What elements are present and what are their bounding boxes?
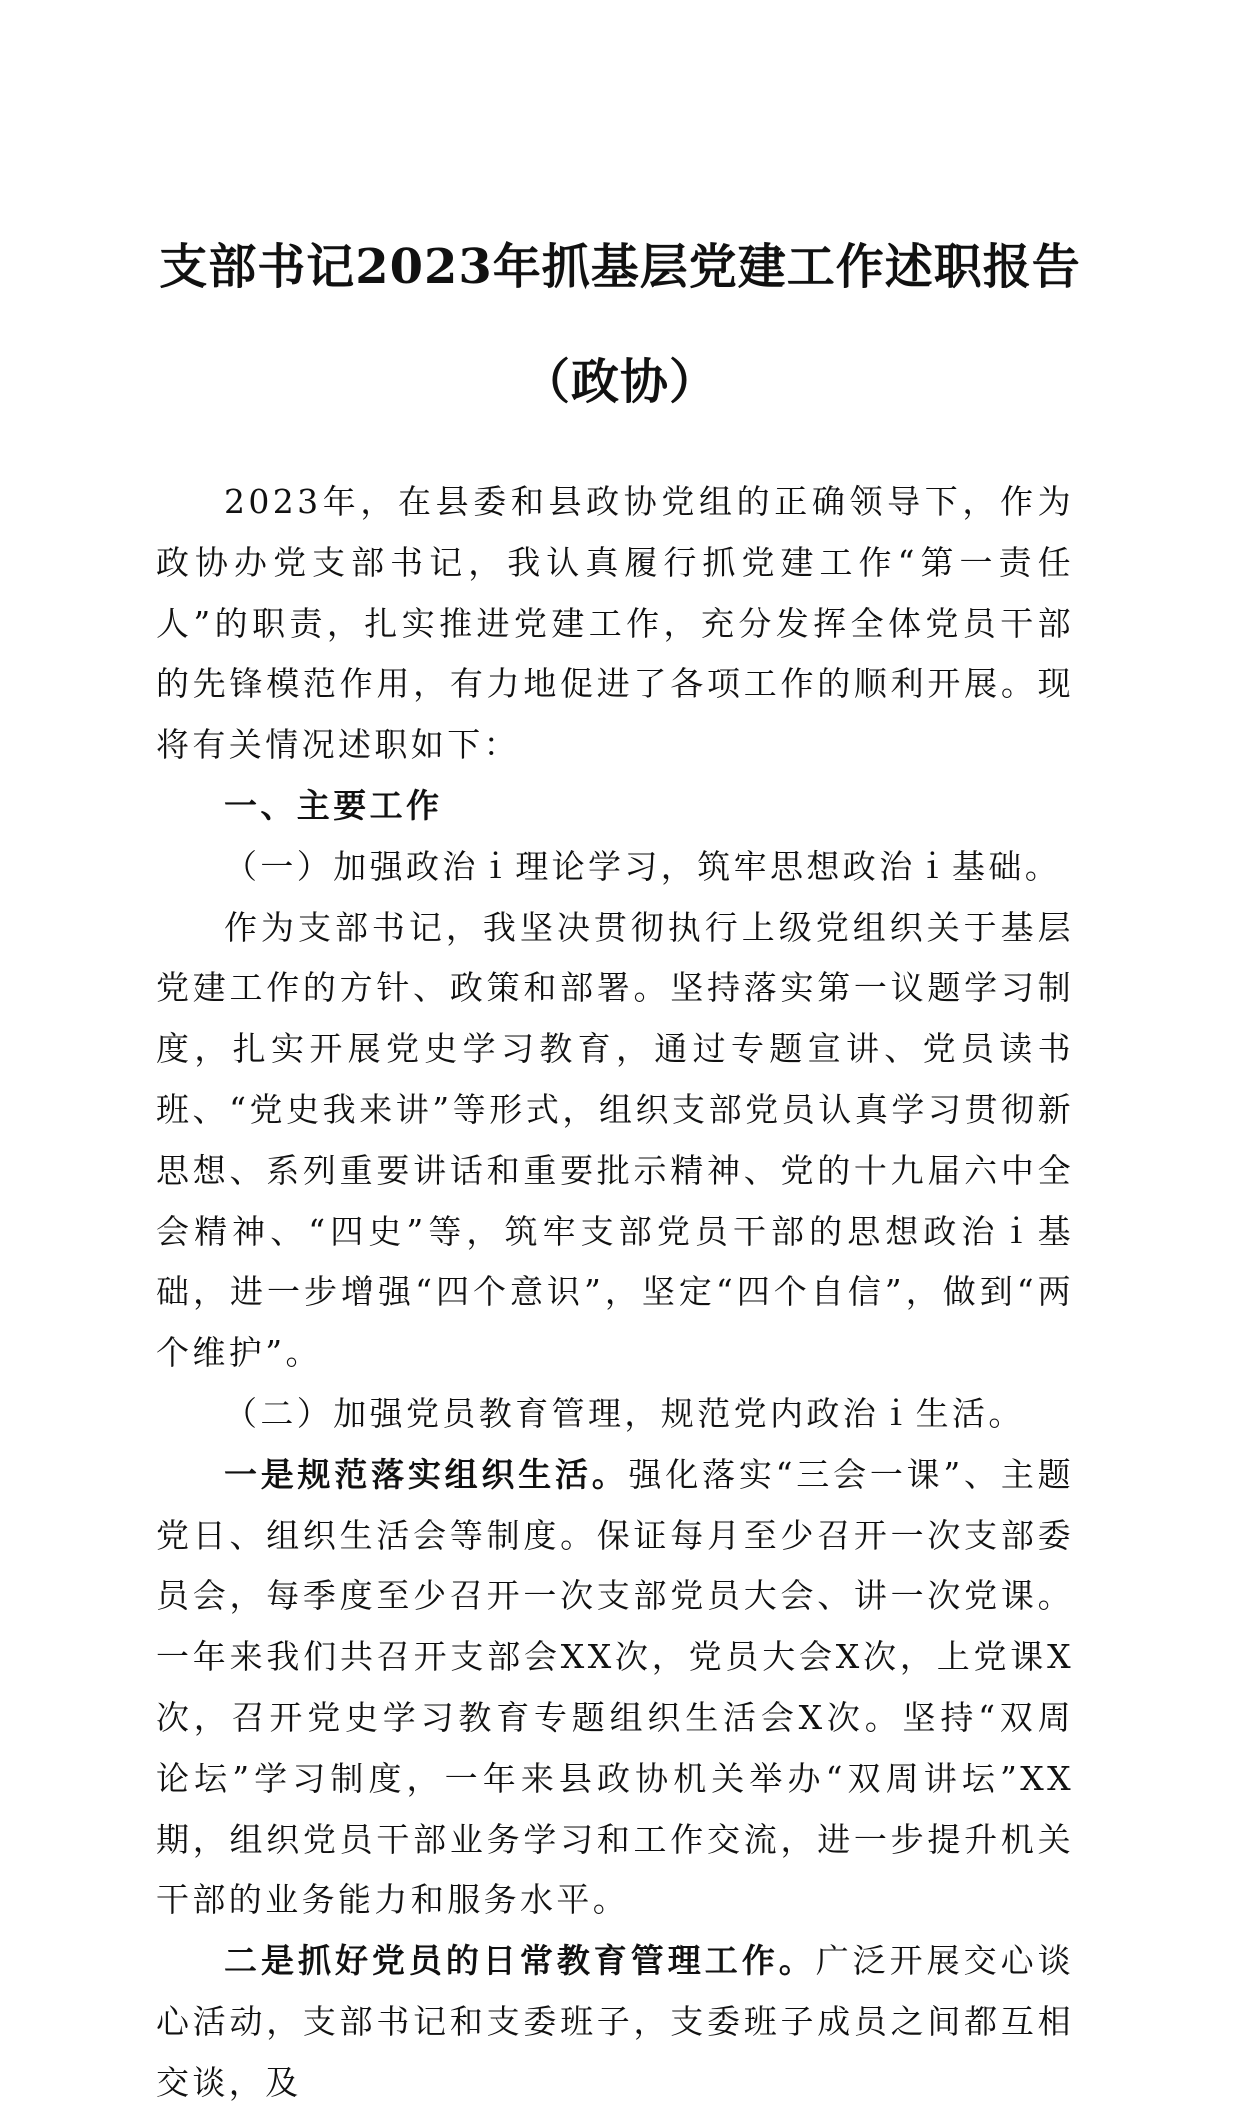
subsection-heading-2: （二）加强党员教育管理，规范党内政治ｉ生活。 (224, 1393, 1025, 1433)
section-heading-main-work: 一、主要工作 (224, 785, 443, 825)
document-title: 支部书记2023年抓基层党建工作述职报告 (159, 239, 1081, 295)
paragraph-member-management (156, 1931, 1074, 2113)
paragraph-text-1: 强化落实“三会一课”、主题党日、组织生活会等制度。保证每月至少召开一次支部委员会，每季度至少召开一次支部党员大会、讲一次党课。一年来我们共召开支部会XX次，党员大会X次，上党课X次，召开党史学习教育专题组织生活会X次。坚持“双周论坛”学习制度，一年来县政协机关举办“双周讲坛”XX期，组织党员干部业务学习和工作交流，进一步提升机关干部的业务能力和服务水平。 (156, 1454, 1074, 1920)
intro-paragraph: 2023年，在县委和县政协党组的正确领导下，作为政协办党支部书记，我认真履行抓党建工作“第一责任人”的职责，扎实推进党建工作，充分发挥全体党员干部的先锋模范作用，有力地促进了各项工作的顺利开展。现将有关情况述职如下： (156, 482, 1074, 765)
document-body (156, 472, 1074, 2114)
document-subtitle: （政协） (521, 354, 718, 410)
paragraph-text-2: 广泛开展交心谈心活动，支部书记和支委班子，支委班子成员之间都互相交谈，及 (156, 1941, 1074, 2102)
paragraph-organization-life (156, 1445, 1074, 1931)
paragraph-lead-2: 二是抓好党员的日常教育管理工作。 (224, 1941, 816, 1981)
paragraph-lead-1: 一是规范落实组织生活。 (224, 1454, 629, 1494)
subsection-1-paragraph: 作为支部书记，我坚决贯彻执行上级党组织关于基层党建工作的方针、政策和部署。坚持落实第一议题学习制度，扎实开展党史学习教育，通过专题宣讲、党员读书班、“党史我来讲”等形式，组织支部党员认真学习贯彻新思想、系列重要讲话和重要批示精神、党的十九届六中全会精神、“四史”等，筑牢支部党员干部的思想政治ｉ基础，进一步增强“四个意识”，坚定“四个自信”，做到“两个维护”。 (156, 907, 1074, 1373)
subsection-heading-1: （一）加强政治ｉ理论学习，筑牢思想政治ｉ基础。 (224, 846, 1062, 886)
